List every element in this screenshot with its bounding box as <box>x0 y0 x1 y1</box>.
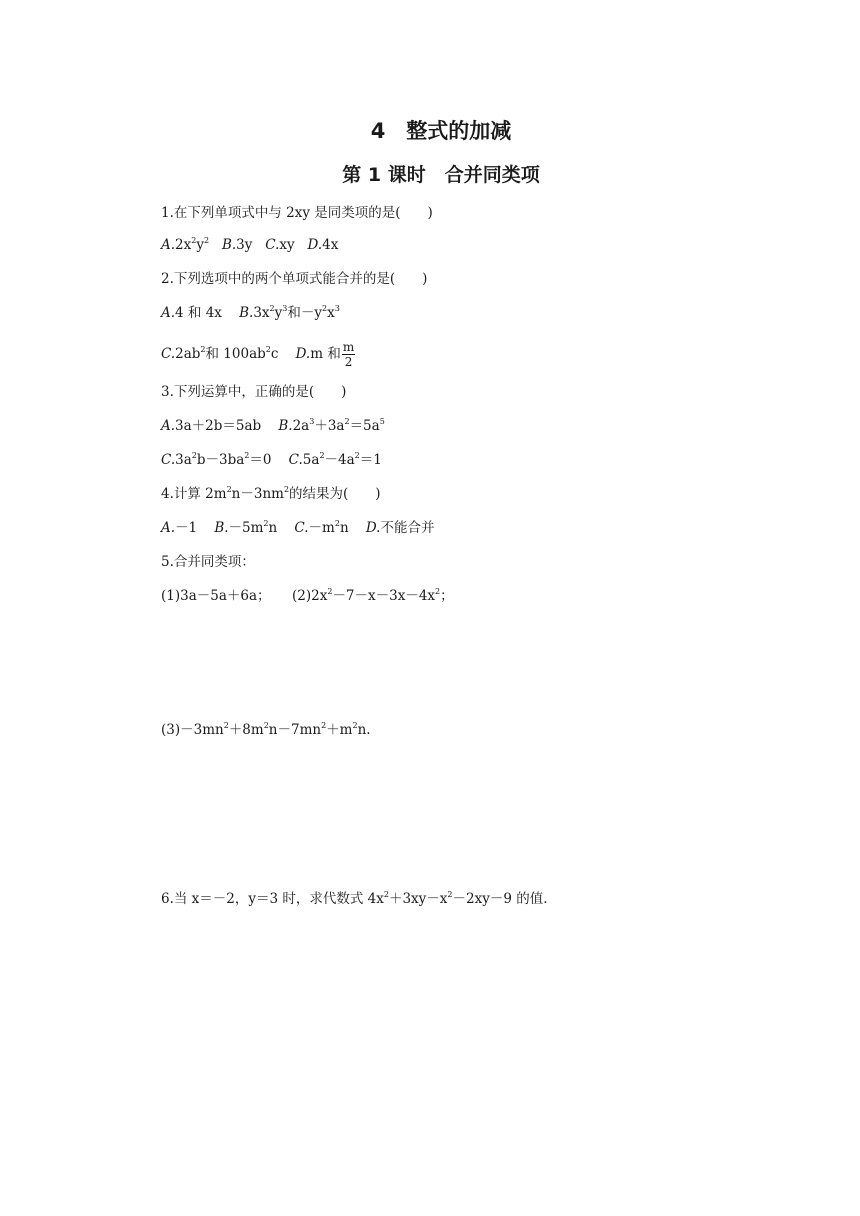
option-label: B. <box>214 520 229 536</box>
option-d: 不能合并 <box>380 520 435 536</box>
fraction: $\frac{m}{2}$ <box>342 340 355 369</box>
question-4-stem: 4.计算 $2m^2n-3nm^2$的结果为( ) <box>161 485 381 502</box>
question-5-parts-1-2 <box>161 586 454 606</box>
question-4-options <box>161 518 434 538</box>
option-label: A. <box>161 520 176 536</box>
option-d: m 和 $\frac{m}{2}$ <box>310 340 355 369</box>
question-2-options-cd <box>161 340 355 369</box>
option-label: B. <box>278 418 293 434</box>
option-label: B. <box>239 305 254 321</box>
option-c: $-m^2n$ <box>308 519 349 536</box>
option-label: C. <box>288 452 303 468</box>
question-1-stem: 1.在下列单项式中与 2xy 是同类项的是( ) <box>161 205 433 221</box>
option-d: $5a^2-4a^2=1$ <box>302 451 382 468</box>
option-b: $-5m^2n$ <box>228 519 278 536</box>
option-label: D. <box>365 520 381 536</box>
option-label: C. <box>294 520 309 536</box>
option-b: $3x^2y^3$和$-y^2x^3$ <box>253 304 340 321</box>
question-5-part-3: $(3)-3mn^2+8m^2n-7mn^2+m^2n$. <box>161 721 371 738</box>
question-3-stem: 3.下列运算中，正确的是( ) <box>161 384 347 400</box>
lesson-subtitle: 第 1 课时 合并同类项 <box>342 164 540 186</box>
option-b: 3y <box>236 237 253 253</box>
option-label: C. <box>161 452 176 468</box>
question-5-stem: 5.合并同类项： <box>161 554 255 570</box>
option-label: A. <box>161 305 176 321</box>
part-2: $(2)2x^2-7-x-3x-4x^2$； <box>292 587 454 604</box>
question-3-options-cd <box>161 450 382 470</box>
option-label: D. <box>307 237 323 253</box>
question-2-stem: 2.下列选项中的两个单项式能合并的是( ) <box>161 271 428 287</box>
option-a: $2x^2y^2$ <box>175 236 210 253</box>
question-3-options-ab <box>161 416 385 436</box>
option-c: $3a^2b-3ba^2=0$ <box>175 451 272 468</box>
option-label: A. <box>161 237 176 253</box>
option-label: B. <box>221 237 237 253</box>
option-label: A. <box>161 418 176 434</box>
option-c: $2ab^2$和 $100ab^2c$ <box>175 345 279 362</box>
question-1-options <box>161 235 338 255</box>
question-6: 6.当 x＝－2，y＝3 时，求代数式 $4x^2+3xy-x^2-2xy-9$ 的值. <box>161 890 548 907</box>
option-b: $2a^3+3a^2=5a^5$ <box>292 417 385 434</box>
option-a: 4 和 4x <box>175 305 222 321</box>
option-label: C. <box>265 237 280 253</box>
question-2-options-ab <box>161 303 340 323</box>
page-title: 4 整式的加减 <box>370 119 512 143</box>
option-d: 4x <box>322 237 339 253</box>
option-a: －1 <box>175 520 198 536</box>
option-c: xy <box>279 237 295 253</box>
option-label: D. <box>295 346 311 362</box>
option-label: C. <box>161 346 176 362</box>
part-1: (1)3a－5a＋6a； <box>161 588 271 604</box>
option-a: 3a＋2b＝5ab <box>175 418 262 434</box>
